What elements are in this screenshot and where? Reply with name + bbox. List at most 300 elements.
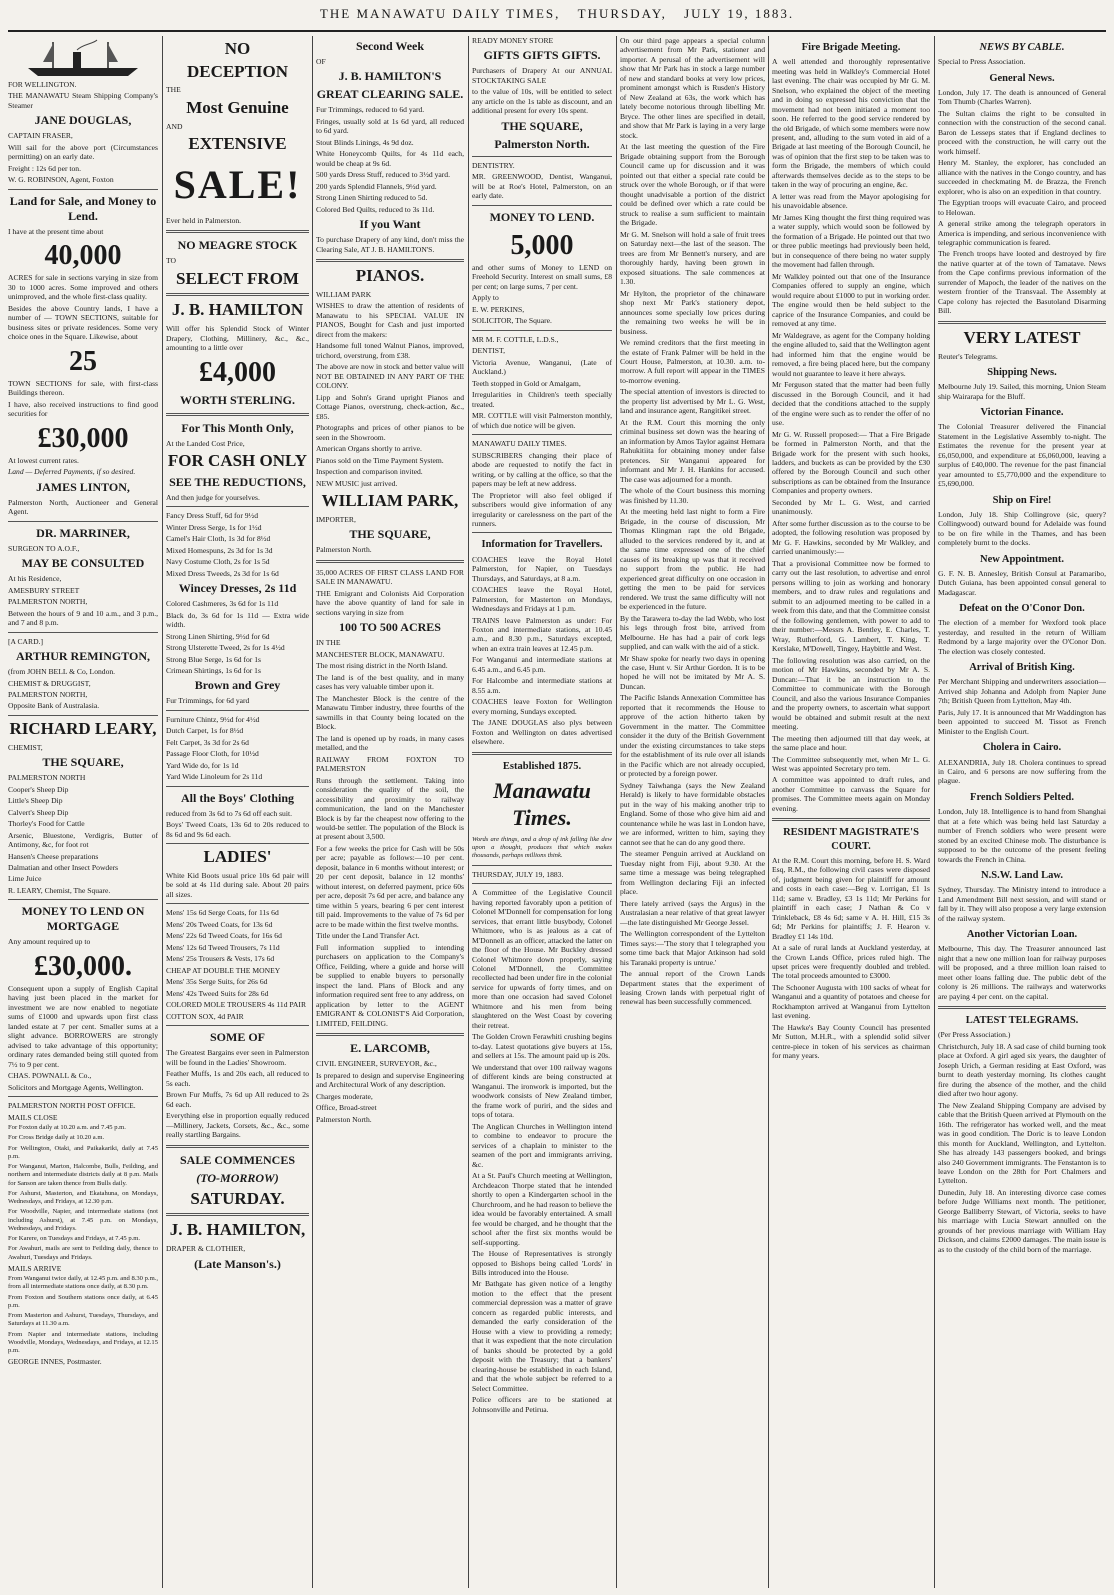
news-paragraph: Sydney Taiwhanga (says the New Zealand Herald) is likely to have formidable obstacles put in the way of his making another trip to England. Some of those who give him aid and countenance while he was last in London have, we are informed, written to him, saying they cannot see that he can do any good there.: [620, 780, 765, 847]
established: Established 1875.: [502, 760, 582, 772]
remington-from: (from JOHN BELL & Co, London.: [8, 667, 116, 677]
boys-clothing: All the Boys' Clothing: [180, 790, 294, 805]
rm-paragraph: At the R.M. Court this morning, before H. S. Ward Esq, R.M., the following civil cases were disposed of, judgment being given for plaintiff for amount and costs in each case:—Beg v. Lorrigan, £1 1s 11d; same v. Bradley, £3 1s 11d; Mr Perkins for plaintiff in each case; J Nathan & Co v Trinkleback, £8 4s 6d; same v A. H. Hill, £15 3s 6d; Mr Perkins for plaintiffs; J. F. Hearon v. Bradley £1 14s 10d.: [772, 855, 930, 941]
cable-paragraph: London, July 17. The death is announced of General Tom Thumb (Charles Warren).: [938, 87, 1106, 107]
bargains-list-2: [166, 599, 309, 675]
hours: Between the hours of 9 and 10 a.m., and 3 p.m., and 7 and 8 p.m.: [8, 608, 158, 628]
mail-close-item: For Ashurst, Masterton, and Ekatahuna, on Mondays, Wednesdays, and Fridays, at 12.30 p.m.: [8, 1189, 158, 1206]
twenty-five: 25: [69, 345, 97, 377]
column-4: [472, 36, 612, 1588]
cottle-visit: MR. COTTLE will visit Palmerston monthly, of which due notice will be given.: [472, 411, 612, 430]
time-payment: Pianos sold on the Time Payment System.: [316, 455, 444, 465]
travel-item: COACHES leave Foxton for Wellington every morning, Sundays excepted.: [472, 697, 612, 716]
latest-telegrams: LATEST TELEGRAMS.: [965, 1015, 1079, 1027]
leary-item: Hansen's Cheese preparations: [8, 851, 99, 861]
general-news: General News.: [989, 72, 1055, 84]
worth: WORTH STERLING.: [180, 392, 295, 407]
editorial-paragraph: The Anglican Churches in Wellington intend to combine to endeavor to procure the services of a chaplain to minister to the seamen of the port and immigrants arriving, &c.: [472, 1121, 612, 1169]
fire-report: [772, 57, 930, 813]
motto: Words are things, and a drop of ink falling like dew upon a thought, produces that which makes thousands, perhaps millions think.: [472, 835, 612, 860]
organs: American Organs shortly to arrive.: [316, 444, 422, 454]
separator: [166, 1213, 309, 1216]
cable-paragraph: The French troops have looted and destroyed by fire the native quarter at of the town of Tamatave. News from the Cape confirms previous information of the surrender of Mapoch, the leader of the natives on the western frontier of the Transvaal. The Assembly at Cape colony has rejected the Basutoland Disarming Bill.: [938, 249, 1106, 316]
some-text: The Greatest Bargains ever seen in Palmerston will be found in the Ladies' Showroom.: [166, 1048, 309, 1067]
leary-item: Lime Juice: [8, 874, 42, 884]
separator: [166, 1145, 309, 1148]
mail-close-item: For Karere, on Tuesdays and Fridays, at 7.45 p.m.: [8, 1235, 141, 1243]
fire-paragraph: A committee was appointed to draft rules, and another Committee to canvass the Square for promises. The Committee meets again on Monday evening.: [772, 775, 930, 813]
masthead-date: JULY 19, 1883.: [684, 6, 795, 21]
masthead-paper: THE MANAWATU DAILY TIMES,: [319, 6, 561, 21]
editorial-paragraph: A Committee of the Legislative Council having reported favorably upon a petition of Colonel M'Donnell for compensation for long services, that errant little busybody, Colonel Whitmore, who is as jealous as a cat of M'Donnell as an officer, attacked the latter on the floor of the House. Mr Buckley dressed Colonel Whitmore down properly, saying Colonel M'Donnell, the Committee recollected had been under fire in the colonial service for upwards of forty times, and on more than one occasion had saved Colonel Whitmore and his men from being slaughtered on the West Coast by covering their retreat.: [472, 888, 612, 1030]
reuter: Reuter's Telegrams.: [938, 351, 998, 361]
press-assoc: (Per Press Association.): [938, 1030, 1011, 1040]
bargain-item: Colored Cashmeres, 3s 6d for 1s 11d: [166, 599, 279, 609]
marriner: DR. MARRINER,: [36, 525, 130, 540]
editorial-paragraph: Mr Bathgate has given notice of a lengthy motion to the effect that the present commercial depression was a matter of grave concern as regarded public interests, and demanded the early consideration of the House with a view to providing a remedy; that it was expedient that the note circulation of banks should be protected by a gold deposit with the Treasury; that a bankers' clearing-house be established in each Island, and that the whole subject be referred to a Select Committee.: [472, 1279, 612, 1393]
editorial-paragraph: Police officers are to be stationed at Johnsonville and Petirua.: [472, 1395, 612, 1414]
mail-arrive-item: From Foxton and Southern stations once daily, at 6.45 p.m.: [8, 1293, 158, 1309]
sale-headline: SALE!: [173, 161, 302, 207]
wincey: Wincey Dresses, 2s 11d: [178, 581, 297, 596]
latest-news: [938, 1042, 1106, 1255]
pn: Palmerston North.: [494, 136, 590, 151]
pianos: PIANOS.: [355, 266, 425, 286]
and: AND: [166, 121, 183, 131]
finance-text: The Colonial Treasurer delivered the Financial Statement in the Legislative Assembly to-night. The Estimates the revenue for the present year at £6,050,000, and expenditure at £6,060,000, leaving a surplus of £40,000. The revenue for the past financial year amounted to £5,770,000 and the expenditure to £5,690,000.: [938, 422, 1106, 489]
marriner-role: SURGEON TO A.O.F.,: [8, 543, 80, 553]
oconor-text: The election of a member for Wexford took place yesterday, and resulted in the return of William Redmond by a large majority over the O'Conor Don. The election was closely contested.: [938, 618, 1106, 656]
news-paragraph: By the Tarawera to-day the lad Webb, who lost his legs through frost bite, arrived from Melbourne. He has had a pair of cork legs supplied, and can walk with the aid of a stick.: [620, 613, 765, 652]
landed-cost: At the Landed Cost Price,: [166, 438, 245, 448]
cotter: MR M. F. COTTLE, L.D.S.,: [472, 334, 559, 344]
news-paragraph: Mr Hylton, the proprietor of the chinaware shop next Mr Park's stationery depot, announces some specially low prices during the remaining two weeks he will be in business.: [620, 288, 765, 336]
ship-fire-text: London, July 18. Ship Collingrove (sic, query? Collingwood) outward bound for Adelaide was found to be on fire while in the Thames, and has been completely burnt to the docks.: [938, 509, 1106, 548]
cotter-addr: Victoria Avenue, Wanganui, (Late of Auckland.): [472, 357, 612, 377]
separator: [472, 532, 612, 533]
new-appointment: New Appointment.: [979, 553, 1064, 565]
manchester-paragraph: The most rising district in the North Island.: [316, 661, 448, 671]
mail-close-item: For Cross Bridge daily at 10.20 a.m.: [8, 1134, 105, 1142]
travel-item: The JANE DOUGLAS also plys between Foxton and Wellington on dates advertised elsewhere.: [472, 718, 612, 747]
separator: [166, 413, 309, 416]
money-intro: Any amount required up to: [8, 937, 91, 947]
bargain-item: Mens' 42s Tweed Suits for 28s 6d: [166, 988, 269, 998]
news-paragraph: Mr Shaw spoke for nearly two days in opening the case, Hunt v. Sir Arthur Gordon. It is to be hoped he will not be imitated by Mr A. S. Duncan.: [620, 653, 765, 691]
bargain-item: Yard Wide do, for 1s 1d: [166, 760, 239, 770]
leary-role: CHEMIST,: [8, 742, 43, 752]
local-news: [620, 36, 765, 1007]
perkins: E. W. PERKINS,: [472, 304, 525, 314]
news-paragraph: The steamer Penguin arrived at Auckland on Tuesday night from Fiji, about 9.30. At the same time a message was being telegraphed from Wellington declaring Fiji an infected place.: [620, 849, 765, 897]
postmaster: GEORGE INNES, Postmaster.: [8, 1357, 102, 1367]
mail-close-item: For Foxton daily at 10.20 a.m. and 7.45 p.m.: [8, 1124, 126, 1132]
arrive-items: [8, 1275, 158, 1355]
leary-item: Arsenic, Bluestone, Verdigris, Butter of Antimony, &c, for foot rot: [8, 830, 158, 850]
masthead: [0, 6, 1114, 26]
separator: [316, 560, 464, 563]
bargain-item: Strong Blue Serge, 1s 6d for 1s: [166, 654, 261, 664]
clearing-item: Fur Trimmings, reduced to 6d yard.: [316, 105, 425, 115]
french-soldiers: French Soldiers Pelted.: [970, 791, 1074, 803]
daily-times: MANAWATU DAILY TIMES.: [472, 439, 567, 449]
emigrant: THE Emigrant and Colonists Aid Corporation have the above quantity of land for sale in sections varying in size from: [316, 588, 464, 617]
invest-sum: £30,000: [37, 422, 129, 454]
shipping-news: Shipping News.: [987, 367, 1057, 379]
money-text: Consequent upon a supply of English Capital having just been placed in the market for investment we are now enabled to negotiate sums of £1000 and upwards upon first class landed estate at 7 per cent. Smaller sums at a slight advance. BORROWERS are strongly advised to take advantage of this opportunity; ordinary rates demanded being still quoted from 7½ to 9 per cent.: [8, 983, 158, 1069]
separator: [166, 1025, 309, 1026]
bargain-item: Black do, 3s 6d for 1s 11d — Extra wide width.: [166, 610, 309, 630]
travel-item: For Halcombe and intermediate stations at 8.55 a.m.: [472, 676, 612, 695]
leary-item: Cooper's Sheep Dip: [8, 784, 69, 794]
dentist: DENTIST,: [472, 346, 505, 356]
news-paragraph: The Wellington correspondent of the Lyttelton Times says:—'The story that I telegraphed you some time back that Major Atkinson had sold his Taranaki property is untrue.': [620, 929, 765, 967]
bargain-item: Crimean Shirtings, 1s 6d for 1s: [166, 665, 261, 675]
separator: [472, 752, 612, 755]
column-2: [166, 36, 309, 1588]
purchase-text: to the value of 10s, will be entitled to select any article on the 1s table as discount, and an additional present for every 10s spent.: [472, 87, 612, 116]
irregularities: Irregularities in Children's teeth specially treated.: [472, 390, 612, 409]
mail-close-item: For Awahuri, mails are sent to Feilding daily, thence to Awahuri, Tuesdays and Fridays.: [8, 1245, 158, 1261]
fire-paragraph: The Committee subsequently met, when Mr L. G. West was appointed Secretary pro tem.: [772, 754, 930, 773]
cable-news: [938, 88, 1106, 316]
bargain-item: Camel's Hair Cloth, 1s 3d for 8½d: [166, 534, 271, 544]
town-sections: Besides the above Country lands, I have a number of — TOWN SECTIONS, suitable for business sites or private residences. Some very choice ones in the Square. Likewise, about: [8, 303, 158, 342]
judge: And then judge for yourselves.: [166, 492, 260, 502]
clearing-item: White Honeycomb Quilts, for 4s 11d each, would be cheap at 9s 6d.: [316, 149, 464, 168]
of: OF: [316, 57, 326, 66]
land-acres-text: ACRES for sale in sections varying in size from 30 to 1000 acres. Some improved and others unimproved, and the whole first-class quality.: [8, 273, 158, 302]
jbh: J. B. HAMILTON'S: [338, 69, 442, 84]
bargain-item: Furniture Chintz, 9½d for 4½d: [166, 714, 260, 724]
column-7: [938, 36, 1106, 1588]
ladies-text: White Kid Boots usual price 10s 6d pair will be sold at 4s 11d during sale. About 20 pairs all sizes.: [166, 871, 309, 899]
paper-title: Manawatu Times.: [493, 777, 591, 831]
new-music: NEW MUSIC just arrived.: [316, 478, 398, 488]
invest-rate: At lowest current rates.: [8, 455, 79, 465]
fire-paragraph: Seconded by Mr L. G. West, and carried unanimously.: [772, 497, 930, 517]
clearing-item: 200 yards Splendid Flannels, 9½d yard.: [316, 181, 437, 191]
leary-item: Dalmatian and other Insect Powders: [8, 863, 119, 872]
clearing-item: Colored Bed Quilts, reduced to 3s 11d.: [316, 204, 435, 214]
fire-paragraph: Mr James King thought the first thing required was a water supply, which would soon be followed by the formation of a Brigade. He pointed out that two or three public meetings had previously been held, but in consequence of there being no water supply the movement had fallen through.: [772, 212, 930, 270]
column-1: [8, 36, 158, 1588]
latest-paragraph: Dunedin, July 18. An interesting divorce case comes before Judge Williams next month. The petitioner, George Balliberry Stewart, of Victoria, seeks to have his marriage with Lucia Stewart annulled on the grounds of her previous marriage with William Hay Dickson, and claims £2000 damages. The main issue is as to the custody of the child born of the marriage.: [938, 1187, 1106, 1254]
teeth: Teeth stopped in Gold or Amalgam,: [472, 378, 581, 388]
separator: [472, 156, 612, 157]
editorial: [472, 888, 612, 1414]
mails-arrive: MAILS ARRIVE: [8, 1263, 62, 1273]
nsw-text: Sydney, Thursday. The Ministry intend to introduce a Land Amendment Bill next session, and will stand or fall by it. They will also propose a very large extension of the railway system.: [938, 885, 1106, 923]
victorian-loan: Another Victorian Loan.: [966, 929, 1078, 941]
linton: JAMES LINTON,: [36, 479, 130, 494]
office-town: Palmerston North.: [316, 1114, 372, 1124]
news-paragraph: At the last meeting the question of the Fire Brigade obtaining support from the Borough Council came up for discussion and it was pointed out that either a special rate could be struck over the whole Borough, or if that were thought unadvisable a portion of the district could be defined over which a rate could be struck to realise a sum sufficient to maintain the Brigade.: [620, 142, 765, 228]
bargain-item: Mixed Homespuns, 2s 3d for 1s 3d: [166, 545, 273, 555]
manchester-paragraph: RAILWAY FROM FOXTON TO PALMERSTON: [316, 754, 464, 774]
bargain-item: Navy Costume Cloth, 2s for 1s 5d: [166, 557, 270, 567]
linton-role: Palmerston North, Auctioneer and General Agent.: [8, 497, 158, 517]
fire-paragraph: That a provisional Committee now be formed to carry out the last resolution, to advertise and enrol persons willing to join as working and honorary members, and to draw rules and regulations and submit to an adjourned meeting to be called in a week from this date, and that the Committee consist of the following gentlemen, with power to add to their number:—Messrs A. Bentley, E. Charles, T. Wray, Rutherford, G. Lambert, T. King, T. Kerslake, M'Dowell, Tingey, Haybittle and West.: [772, 558, 930, 654]
bargain-item: Strong Ulsterette Tweed, 2s for 1s 4½d: [166, 643, 285, 653]
column-6: [772, 36, 930, 1588]
bargain-item: COTTON SOX, 4d PAIR: [166, 1011, 244, 1021]
remington-town: PALMERSTON NORTH,: [8, 689, 88, 699]
stock: The above are now in stock and better value will NOT BE OBTAINED IN ANY PART OF THE COLONY.: [316, 362, 464, 391]
manchester-paragraph: Title under the Land Transfer Act.: [316, 931, 420, 941]
separator: [938, 321, 1106, 324]
subscribers: SUBSCRIBERS changing their place of abode are requested to notify the fact in writing, or by calling at the office, so that the papers may be left at new address.: [472, 450, 612, 489]
gifts: GIFTS GIFTS GIFTS.: [483, 48, 601, 63]
separator: [166, 230, 309, 233]
bargain-item: Mens' 12s 6d Tweed Trousers, 7s 11d: [166, 942, 280, 952]
bargain-item: Mens' 22s 6d Tweed Coats, for 16s 6d: [166, 931, 282, 941]
appointment-text: G. F. N. B. Annesley, British Consul at Paramaribo, Dutch Guiana, has been appointed consul general to Madagascar.: [938, 568, 1106, 597]
leary-sign: R. LEARY, Chemist, The Square.: [8, 885, 111, 895]
leary-item: Little's Sheep Dip: [8, 796, 63, 806]
fur-trimmings: Fur Trimmings, for 6d yard: [166, 696, 250, 706]
manchester-paragraph: The land is opened up by roads, in many cases metalled, and the: [316, 733, 464, 753]
store: READY MONEY STORE: [472, 36, 554, 45]
fire-title: Fire Brigade Meeting.: [801, 42, 901, 53]
rm-report: [772, 856, 930, 1061]
news-paragraph: At the R.M. Court this morning the only criminal business set down was the hearing of an information by Amos Taylor against Hemara Rahukitiita for obtaining money under false pretences. Sir Wanganui appeared for informant and Mr J. H. Hankins for accused. The case was adjourned for a month.: [620, 417, 765, 484]
info-travellers: Information for Travellers.: [481, 539, 603, 551]
money-sum: £30,000.: [34, 950, 132, 982]
everything: Everything else in proportion equally reduced—Millinery, Jackets, Corsets, &c., &c., some really startling Bargains.: [166, 1111, 309, 1140]
loan-text: Melbourne, This day. The Treasurer announced last night that a new one million loan for railway purposes will be proposed, and a three million loan raised to meet other loans falling due. The public debt of the colony is 26 millions. The railways and waterworks are paying 4 per cent. on the capital.: [938, 944, 1106, 1001]
editorial-paragraph: The Golden Crown Ferawhiti crushing begins to-day. Latest quotations give buyers at 15s, and sellers at 15s. The amount paid up is 20s.: [472, 1032, 612, 1061]
bargain-item: Winter Dress Serge, 1s for 1½d: [166, 522, 262, 532]
close-items: [8, 1124, 158, 1262]
in-the: IN THE: [316, 638, 341, 648]
second-week: Second Week: [355, 39, 425, 53]
boys-text-2: Boys' Tweed Coats, 13s 6d to 20s reduced to 8s 6d and 9s 6d each.: [166, 820, 309, 839]
jb-hamilton: J. B. HAMILTON,: [169, 1220, 306, 1240]
sail-text: Will sail for the above port (Circumstances permitting) on an early date.: [8, 142, 158, 162]
british-king: Arrival of British King.: [969, 662, 1075, 674]
bargains-list-4: [166, 908, 309, 1021]
separator: [472, 205, 612, 206]
fire-paragraph: The following resolution was also carried, on the motion of Mr Hawkins, seconded by Mr A. S. Duncan:—That it be an instruction to the Committee to communicate with the Borough Council, and also the various Insurance Companies and the property owners, to ascertain what support would be obtained and submit result at the next meeting.: [772, 655, 930, 732]
separator: [316, 1033, 464, 1036]
no-meagre: NO MEAGRE STOCK: [177, 238, 298, 253]
cash-only: FOR CASH ONLY: [167, 451, 308, 470]
extensive: EXTENSIVE: [188, 134, 287, 154]
manchester-paragraph: Runs through the settlement. Taking into consideration the quality of the soil, the accessibility and proximity to railway communication, the land on the Manchester Block is by far the cheapest now offering to the would-be settler. The population of the Block is at present about 3,500.: [316, 775, 464, 842]
land-intro: I have at the present time about: [8, 226, 104, 236]
dentistry: DENTISTRY.: [472, 160, 515, 170]
powell: CHAS. POWNALL & Co.,: [8, 1071, 92, 1081]
draper: DRAPER & CLOTHIER,: [166, 1244, 246, 1254]
bargain-item: Yard Wide Linoleum for 2s 11d: [166, 772, 263, 782]
mail-arrive-item: From Napier and intermediate stations, including Woodville, Mondays, Wednesdays, and Fridays, at 12.15 p.m.: [8, 1330, 158, 1355]
for-wellington: FOR WELLINGTON.: [8, 80, 77, 89]
freight: Freight : 12s 6d per ton.: [8, 163, 81, 173]
the: THE: [166, 85, 181, 95]
select-from: SELECT FROM: [176, 268, 299, 288]
separator: [166, 293, 309, 296]
bargain-item: Dutch Carpet, 1s for 8½d: [166, 726, 244, 736]
fire-paragraph: The meeting then adjourned till that day week, at the same place and hour.: [772, 733, 930, 753]
british-king-text: Per Merchant Shipping and underwriters association—Arrived ship Johanna and Adolph from Napier June 7th; British Queen from Lyttelton, May 4th.: [938, 677, 1106, 706]
if-you-want: If you Want: [359, 217, 421, 232]
separator: [8, 899, 158, 900]
separator: [8, 632, 158, 633]
news-paragraph: The Pacific Islands Annexation Committee has reported that it recommends the House to approve of the action hitherto taken by Government in the matter. The Committee consider it the duty of the British Government under the existing circumstances to take steps for the establishment of its rule over all islands in the Pacific which are not already occupied, or protected by a foreign power.: [620, 693, 765, 779]
mail-arrive-item: From Masterton and Ashurst, Tuesdays, Thursdays, and Saturdays at 11.30 a.m.: [8, 1312, 158, 1328]
charges: Charges moderate,: [316, 1091, 373, 1101]
bargain-item: Mens' 20s Tweed Coats, for 13s 6d: [166, 919, 273, 929]
land-title: Land for Sale, and Money to Lend.: [9, 193, 157, 223]
invest-text: I have, also received instructions to find good securities for: [8, 399, 158, 419]
separator: [772, 818, 930, 821]
william-park: WILLIAM PARK: [316, 289, 372, 299]
clearing-item: 500 yards Dress Stuff, reduced to 3½d yard.: [316, 170, 450, 180]
rm-paragraph: At a sale of rural lands at Auckland yesterday, at the Crown Lands Office, prices ruled high. The upset prices were frequently doubled and trebled. The total proceeds amounted to £3000.: [772, 943, 930, 981]
french-text: London, July 18. Intelligence is to hand from Shanghai that at a fete which was being held last Saturday a number of French soldiers who were present were stoned by an excited Chinese mob. The disturbance is supposed to be the outcome of the present feeling towards the French in China.: [938, 807, 1106, 864]
separator: [316, 259, 464, 262]
card: [A CARD.]: [8, 636, 44, 646]
fire-paragraph: A well attended and thoroughly representative meeting was held in Walkley's Commercial Hotel last evening. The chair was occupied by Mr G. M. Snelson, who explained the object of the meeting and in doing so expressed his conviction that the movement had not been initiated a moment too soon. He referred to the good service rendered by the old Brigade, of which some members were now present, and, alluding to the sum voted in aid of a Brigade at last meeting of the Borough Council, he was of opinion that the first step to be taken was to form the Brigade, the members of which could afterwards themselves decide as to the steps to be taken in the way of procuring an engine, &c.: [772, 57, 930, 190]
town-text: TOWN SECTIONS for sale, with first-class Buildings thereon.: [8, 378, 158, 398]
mail-close-item: For Wellington, Otaki, and Paikakariki, daily at 7.45 p.m.: [8, 1144, 158, 1160]
leary-town: PALMERSTON NORTH: [8, 773, 86, 783]
news-paragraph: We remind creditors that the first meeting in the estate of Frank Palmer will be held in the Court House, Palmerston, at 10.30. a.m. to-morrow. A full report will appear in the TIMES to-morrow evening.: [620, 338, 765, 385]
mails-close: MAILS CLOSE: [8, 1112, 58, 1122]
larcomb: E. LARCOMB,: [350, 1041, 430, 1056]
rm-title: RESIDENT MAGISTRATE'S COURT.: [783, 827, 919, 852]
apply: Apply to: [472, 293, 499, 303]
manchester-body: [316, 661, 464, 1028]
masthead-day: THURSDAY,: [577, 6, 667, 21]
manchester-paragraph: For a few weeks the price for Cash will be 50s per acre; payable as follows:—10 per cent. deposit, balance in 6 months without interest; or 20 per cent deposit, balance in 12 months' without interest, on deferred payment, price 60s per acre, deposit 7s 6d per acre, and balance any time within 5 years, bearing 6 per cent interest till paid. Improvements to the value of 7s 6d per acre to be made within the first twelve months.: [316, 843, 464, 929]
captain: CAPTAIN FRASER,: [8, 131, 73, 141]
bargain-item: Fancy Dress Stuff, 6d for 9½d: [166, 511, 259, 521]
news-paragraph: The annual report of the Crown Lands Department states that the experiment of leasing Crown lands with perpetual right of renewal has been successfully commenced.: [620, 969, 765, 1007]
news-paragraph: The whole of the Court business this morning was finished by 11.30.: [620, 486, 765, 505]
larcomb-text: Is prepared to design and supervise Engineering and Architectural Work of any description.: [316, 1070, 464, 1090]
clearing-item: Fringes, usually sold at 1s 6d yard, all reduced to 6d yard.: [316, 116, 464, 136]
shipping-text: Melbourne July 19. Sailed, this morning, Union Steam ship Wairarapa for the Bluff.: [938, 382, 1106, 401]
editorial-paragraph: We understand that over 100 railway wagons of different kinds are being constructed at Wanganui. The ironwork is imported, but the woodwork consists of New Zealand timber, the frame work of puriri, and the sides and tops of totara.: [472, 1062, 612, 1120]
remington-opposite: Opposite Bank of Australasia.: [8, 701, 100, 711]
cable-paragraph: The Sultan claims the right to be consulted in connection with the construction of the second canal. Baron de Lesseps states that if England declines to proceed with the construction, he will carry out the work himself.: [938, 108, 1106, 156]
separator: [8, 1096, 158, 1097]
hamilton-text: Will offer his Splendid Stock of Winter Drapery, Clothing, Millinery, &c., &c., amounting to a little over: [166, 324, 309, 353]
manchester: MANCHESTER BLOCK, MANAWATU.: [316, 649, 445, 659]
leary-square: THE SQUARE,: [42, 755, 124, 770]
this-month: For This Month Only,: [181, 420, 294, 435]
want-text: To purchase Drapery of any kind, don't miss the Clearing Sale, AT J. B. HAMILTON'S.: [316, 235, 464, 254]
travel-item: For Wanganui and intermediate stations at 6.45 a.m., and 6.45 p.m.: [472, 655, 612, 674]
proprietor: The Proprietor will also feel obliged if subscribers would give information of any irregularity or carelessness on the part of the runners.: [472, 490, 612, 528]
cable-sub: Special to Press Association.: [938, 57, 1026, 67]
ship-fire: Ship on Fire!: [992, 494, 1052, 506]
saturday: SATURDAY.: [190, 1188, 285, 1208]
column-5: [620, 36, 765, 1588]
masthead-rule: [8, 30, 1106, 32]
clearing-items: [316, 105, 464, 214]
column-divider: [162, 36, 163, 1588]
square: THE SQUARE,: [349, 527, 431, 542]
most-genuine: Most Genuine: [186, 97, 289, 117]
office: Office, Broad-street: [316, 1103, 377, 1113]
bargain-item: Felt Carpet, 3s 3d for 2s 6d: [166, 737, 249, 747]
ever-held: Ever held in Palmerston.: [166, 215, 242, 225]
cable-title: NEWS BY CABLE.: [979, 42, 1065, 53]
travel-item: COACHES leave the Royal Hotel Palmerston, for Napier, on Tuesdays Thursdays, and Saturdays, at 8 a.m.: [472, 554, 612, 583]
steamship-icon: [23, 38, 143, 78]
larcomb-role: CIVIL ENGINEER, SURVEYOR, &c.,: [316, 1059, 437, 1069]
clearing-item: Stout Blinds Linings, 4s 9d doz.: [316, 137, 414, 147]
lipp: Lipp and Sohn's Grand upright Pianos and Cottage Pianos, overstrung, check-action, &c., £85.: [316, 392, 464, 421]
paris: Paris, July 17. It is announced that Mr Waddington has been appointed to succeed M. Tissot as French Minister to the English Court.: [938, 707, 1106, 736]
rm-paragraph: The Hawke's Bay County Council has presented Mr Sutton, M.H.R., with a splendid solid silver centre-piece in token of his services as chairman for many years.: [772, 1022, 930, 1061]
post-title: PALMERSTON NORTH POST OFFICE.: [8, 1101, 136, 1111]
deception: DECEPTION: [186, 61, 289, 81]
clearing-item: Strong Linen Shirting reduced to 5d.: [316, 193, 428, 203]
column-divider: [312, 36, 313, 1588]
to: TO: [166, 256, 176, 266]
column-divider: [934, 36, 935, 1588]
bargain-item: CHEAP AT DOUBLE THE MONEY: [166, 965, 281, 975]
steamer-text: THE MANAWATU Steam Shipping Company's Steamer: [8, 91, 158, 110]
photos: Photographs and prices of other pianos to be seen in the Showroom.: [316, 423, 464, 442]
fire-paragraph: Mr Waldegrave, as agent for the Company holding the engine alluded to, said that the Wellington agent had informed him that the engine would be removed, a fire being placed here, but the company would not guarantee to leave it here always.: [772, 330, 930, 378]
money-lend: MONEY TO LEND.: [489, 209, 595, 224]
powell-role: Solicitors and Mortgage Agents, Wellington.: [8, 1082, 144, 1092]
boys-text: reduced from 3s 6d to 7s 6d off each suit.: [166, 808, 292, 818]
cable-paragraph: The Egyptian troops will evacuate Cairo, and proceed to Helowan.: [938, 198, 1106, 217]
muffs: Feather Muffs, 1s and 20s each, all reduced to 5s each.: [166, 1069, 309, 1088]
column-divider: [468, 36, 469, 1588]
sale-commences: SALE COMMENCES: [179, 1152, 295, 1167]
bargain-item: Strong Linen Shirting, 9½d for 6d: [166, 631, 270, 641]
victorian-finance: Victorian Finance.: [980, 407, 1064, 419]
inspection: Inspection and comparison invited.: [316, 467, 423, 477]
manchester-paragraph: The land is of the best quality, and in many cases has very valuable timber upon it.: [316, 672, 464, 692]
bargain-item: COLORED MOLE TROUSERS 4s 11d PAIR: [166, 1000, 307, 1010]
manchester-paragraph: Full information supplied to intending purchasers on application to the Company's Office, Feilding, where a guide and horse will be supplied to enable buyers to personally inspect the land. Plans of Block and any information required sent free to any address, on application by letter to the AGENT EMIGRANT & COLONIST'S Aid Corporation, LIMITED, FEILDING.: [316, 942, 464, 1028]
bargain-item: Passage Floor Cloth, for 10½d: [166, 749, 259, 759]
agent: W. G. ROBINSON, Agent, Foxton: [8, 175, 114, 185]
column-divider: [768, 36, 769, 1588]
tomorrow: (TO-MORROW): [196, 1170, 279, 1185]
nsw: N.S.W. Land Law.: [981, 870, 1063, 881]
cholera: Cholera in Cairo.: [982, 742, 1062, 754]
importer: IMPORTER,: [316, 514, 356, 524]
late: (Late Manson's.): [194, 1256, 281, 1271]
column-3: [316, 36, 464, 1588]
leary-items: [8, 785, 158, 884]
hamilton: J. B. HAMILTON: [171, 300, 304, 320]
separator: [166, 710, 309, 711]
mail-arrive-item: From Wanganui twice daily, at 12.45 p.m. and 8.30 p.m., from all intermediate stations once daily, at 8.30 p.m.: [8, 1275, 158, 1291]
palmerston: Palmerston North.: [316, 545, 372, 555]
separator: [166, 903, 309, 904]
fire-paragraph: After some further discussion as to the course to be adopted, the following resolution was proposed by Mr G. F. Hawkins, seconded by Mr Walkley, and carried unanimously:—: [772, 518, 930, 557]
bargain-item: Mens' 25s Trousers & Vests, 17s 6d: [166, 954, 275, 964]
latest-paragraph: The New Zealand Shipping Company are advised by cable that the British Queen arrived at Plymouth on the 16th. The refrigerator has worked well, and the meat was in good condition. The Doric is to leave London this month for Auckland, Wellington, and Lyttelton. She has already 143 passengers booked, and brings also 240 Government immigrants. The Fenstanton is to leave London on the 28th for Port Chalmers and Lyttelton.: [938, 1100, 1106, 1186]
news-paragraph: On our third page appears a special column advertisement from Mr Park, stationer and importer. A perusal of the advertisement will show that Mr Park has in stock a large number of new and standard books at very low prices, prominent amongst which is Rusden's History of New Zealand at 63s, the work which has lately become notorious through libelling Mr. Bryce. The other lines are specified in detail, and show that Mr Park is laying in a very large stock.: [620, 36, 765, 140]
news-paragraph: Mr G. M. Snelson will hold a sale of fruit trees on Saturday next—the last of the season. The trees are from Mr Bennett's nursery, and are thoroughly hardy, having been grown in exposed situations. The sale commences at 1.30.: [620, 229, 765, 287]
separator: [166, 506, 309, 507]
bargains-list-3: [166, 715, 309, 782]
solicitor: SOLICITOR, The Square.: [472, 316, 552, 326]
acres-range: 100 TO 500 ACRES: [339, 620, 441, 635]
park-text-2: Handsome full toned Walnut Pianos, improved, trichord, overstrung, from £38.: [316, 341, 464, 360]
